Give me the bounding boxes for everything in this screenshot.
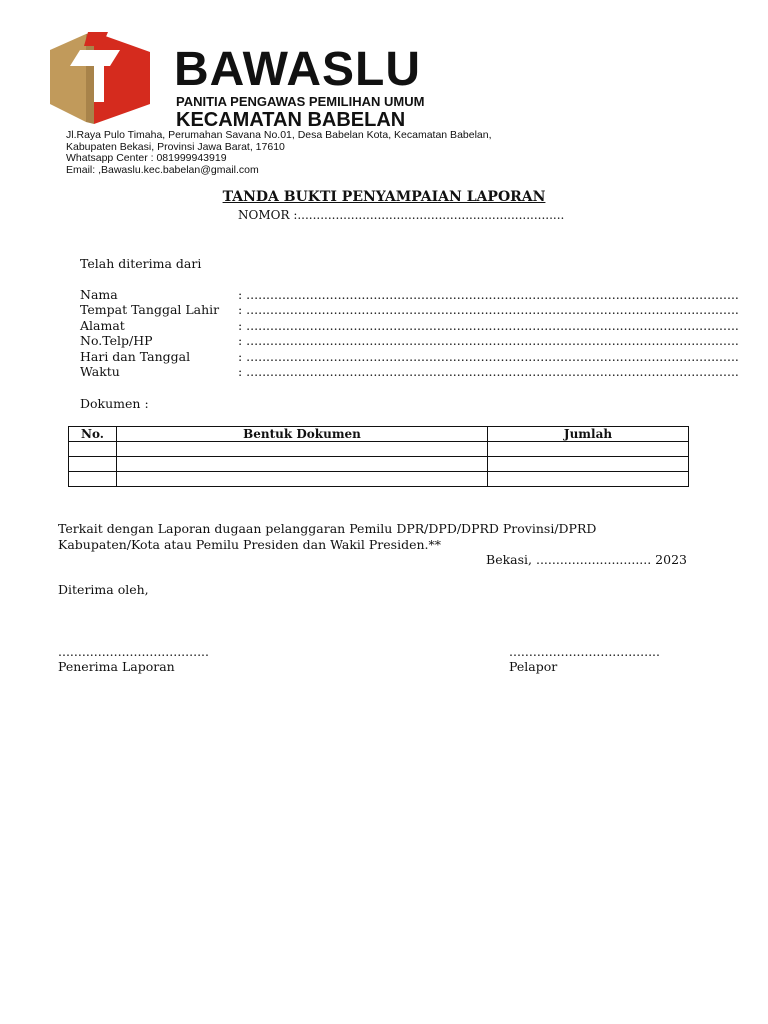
table-cell bbox=[69, 472, 117, 487]
org-name: BAWASLU bbox=[174, 43, 421, 96]
signature-label-pelapor: Pelapor bbox=[509, 659, 558, 674]
address-line: Jl.Raya Pulo Timaha, Perumahan Savana No.01, Desa Babelan Kota, Kecamatan Babelan, bbox=[66, 129, 492, 141]
org-subtitle: PANITIA PENGAWAS PEMILIHAN UMUM bbox=[176, 94, 425, 109]
org-unit: KECAMATAN BABELAN bbox=[176, 109, 406, 131]
received-from-label: Telah diterima dari bbox=[80, 256, 202, 271]
table-cell bbox=[488, 442, 689, 457]
table-header-row bbox=[69, 427, 689, 442]
signature-line-pelapor: ...................................... bbox=[509, 644, 660, 659]
table-cell bbox=[117, 442, 488, 457]
field-value-waktu: : ............................................................................................................................ bbox=[238, 364, 739, 379]
field-value-telp: : ............................................................................................................................ bbox=[238, 333, 739, 348]
table-row bbox=[69, 472, 689, 487]
signature-line-penerima: ...................................... bbox=[58, 644, 209, 659]
table-cell bbox=[488, 472, 689, 487]
statement-line-1: Terkait dengan Laporan dugaan pelanggaran Pemilu DPR/DPD/DPRD Provinsi/DPRD bbox=[58, 521, 597, 536]
whatsapp-line: Whatsapp Center : 081999943919 bbox=[66, 152, 227, 164]
field-label-ttl: Tempat Tanggal Lahir bbox=[80, 302, 220, 317]
field-label-telp: No.Telp/HP bbox=[80, 333, 153, 348]
column-header-jumlah: Jumlah bbox=[488, 427, 689, 442]
field-value-nama: : ............................................................................................................................ bbox=[238, 287, 739, 302]
dokumen-label: Dokumen : bbox=[80, 396, 149, 411]
field-label-alamat: Alamat bbox=[80, 318, 125, 333]
field-value-alamat: : ............................................................................................................................ bbox=[238, 318, 739, 333]
table-row bbox=[69, 442, 689, 457]
document-number: NOMOR :...................................................................... bbox=[238, 208, 565, 222]
table-cell bbox=[69, 442, 117, 457]
field-label-waktu: Waktu bbox=[80, 364, 120, 379]
table-cell bbox=[69, 457, 117, 472]
table-cell bbox=[488, 457, 689, 472]
column-header-bentuk-dokumen: Bentuk Dokumen bbox=[117, 427, 488, 442]
address-line: Kabupaten Bekasi, Provinsi Jawa Barat, 17610 bbox=[66, 140, 285, 153]
received-by-label: Diterima oleh, bbox=[58, 582, 149, 597]
field-label-nama: Nama bbox=[80, 287, 118, 302]
address-block bbox=[66, 130, 492, 176]
document-table bbox=[68, 426, 689, 487]
document-title: TANDA BUKTI PENYAMPAIAN LAPORAN bbox=[222, 189, 546, 205]
email-line: Email: ,Bawaslu.kec.babelan@gmail.com bbox=[66, 163, 259, 176]
statement-line-2: Kabupaten/Kota atau Pemilu Presiden dan Wakil Presiden.** bbox=[58, 537, 442, 552]
table-row bbox=[69, 457, 689, 472]
bawaslu-logo bbox=[50, 32, 152, 124]
signature-label-penerima: Penerima Laporan bbox=[58, 659, 175, 674]
field-label-hari-tanggal: Hari dan Tanggal bbox=[80, 349, 191, 364]
table-cell bbox=[117, 472, 488, 487]
field-value-ttl: : ............................................................................................................................ bbox=[238, 302, 739, 317]
place-date: Bekasi, ............................. 2023 bbox=[486, 552, 687, 567]
table-cell bbox=[117, 457, 488, 472]
field-value-hari-tanggal: : ............................................................................................................................ bbox=[238, 349, 739, 364]
column-header-no: No. bbox=[69, 427, 117, 442]
